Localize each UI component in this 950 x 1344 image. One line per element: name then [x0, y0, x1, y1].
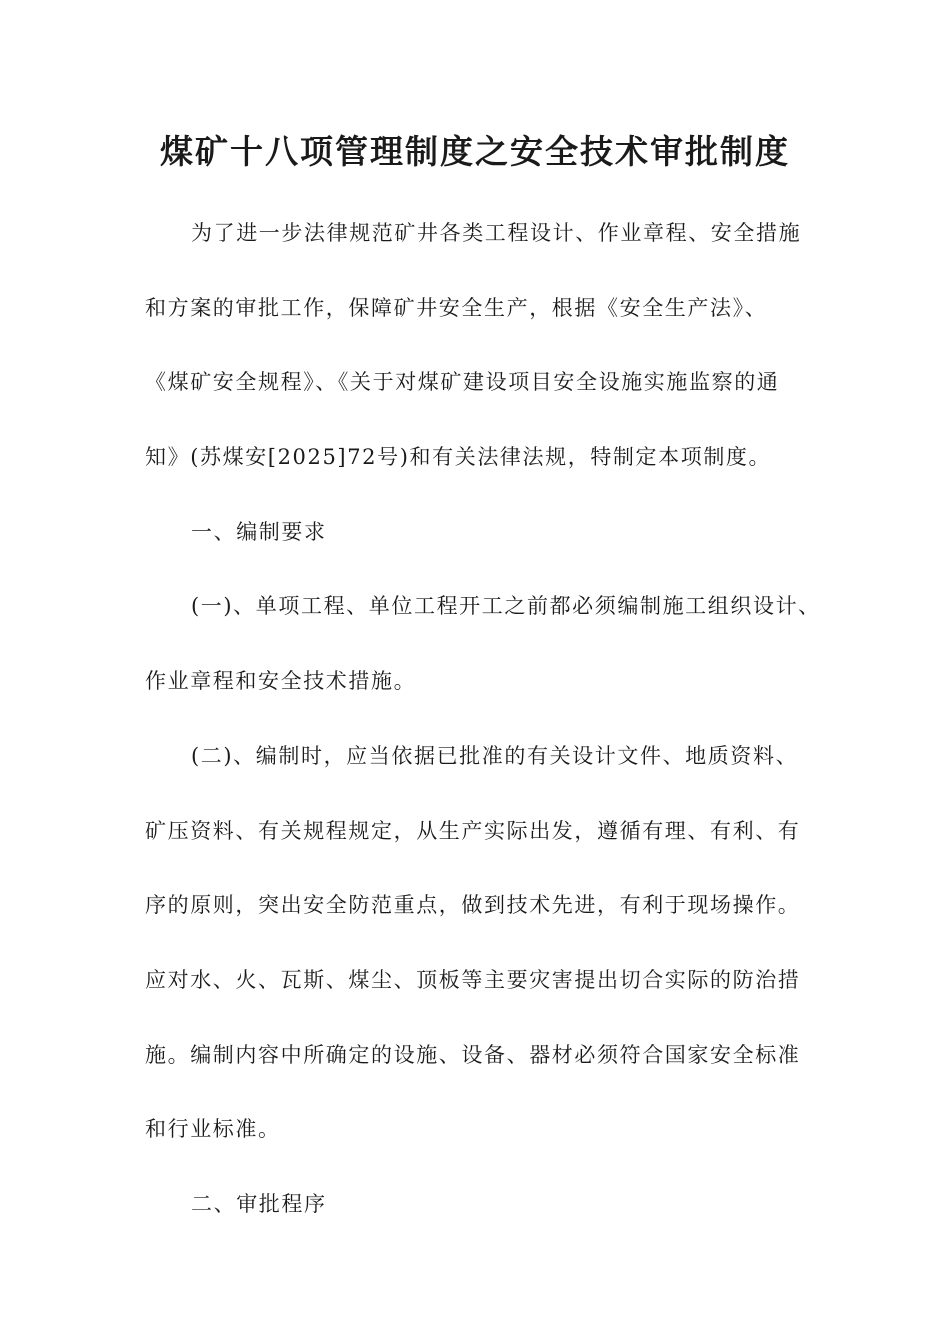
- paragraph-line: (一)、单项工程、单位工程开工之前都必须编制施工组织设计、: [191, 594, 821, 619]
- paragraph-line: 作业章程和安全技术措施。: [145, 669, 417, 694]
- paragraph-line: (二)、编制时，应当依据已批准的有关设计文件、地质资料、: [191, 743, 799, 768]
- paragraph-line: 序的原则，突出安全防范重点，做到技术先进，有利于现场操作。: [145, 893, 801, 918]
- section-heading: 一、编制要求: [191, 519, 327, 544]
- paragraph-line: 《煤矿安全规程》、《关于对煤矿建设项目安全设施实施监察的通: [145, 370, 780, 395]
- section-heading: 二、审批程序: [191, 1191, 327, 1216]
- paragraph-line: 矿压资料、有关规程规定，从生产实际出发，遵循有理、有利、有: [145, 818, 801, 843]
- paragraph-line: 为了进一步法律规范矿井各类工程设计、作业章程、安全措施: [191, 221, 802, 245]
- document-body: [145, 196, 821, 1242]
- paragraph-line: 应对水、火、瓦斯、煤尘、顶板等主要灾害提出切合实际的防治措: [145, 967, 801, 992]
- paragraph-line: 和方案的审批工作，保障矿井安全生产，根据《安全生产法》、: [145, 295, 768, 320]
- paragraph-line: 知》(苏煤安[2025]72号)和有关法律法规，特制定本项制度。: [145, 445, 772, 470]
- paragraph-line: 和行业标准。: [145, 1117, 281, 1142]
- paragraph-line: 施。编制内容中所确定的设施、设备、器材必须符合国家安全标准: [145, 1042, 801, 1067]
- document-title: 煤矿十八项管理制度之安全技术审批制度: [160, 132, 790, 171]
